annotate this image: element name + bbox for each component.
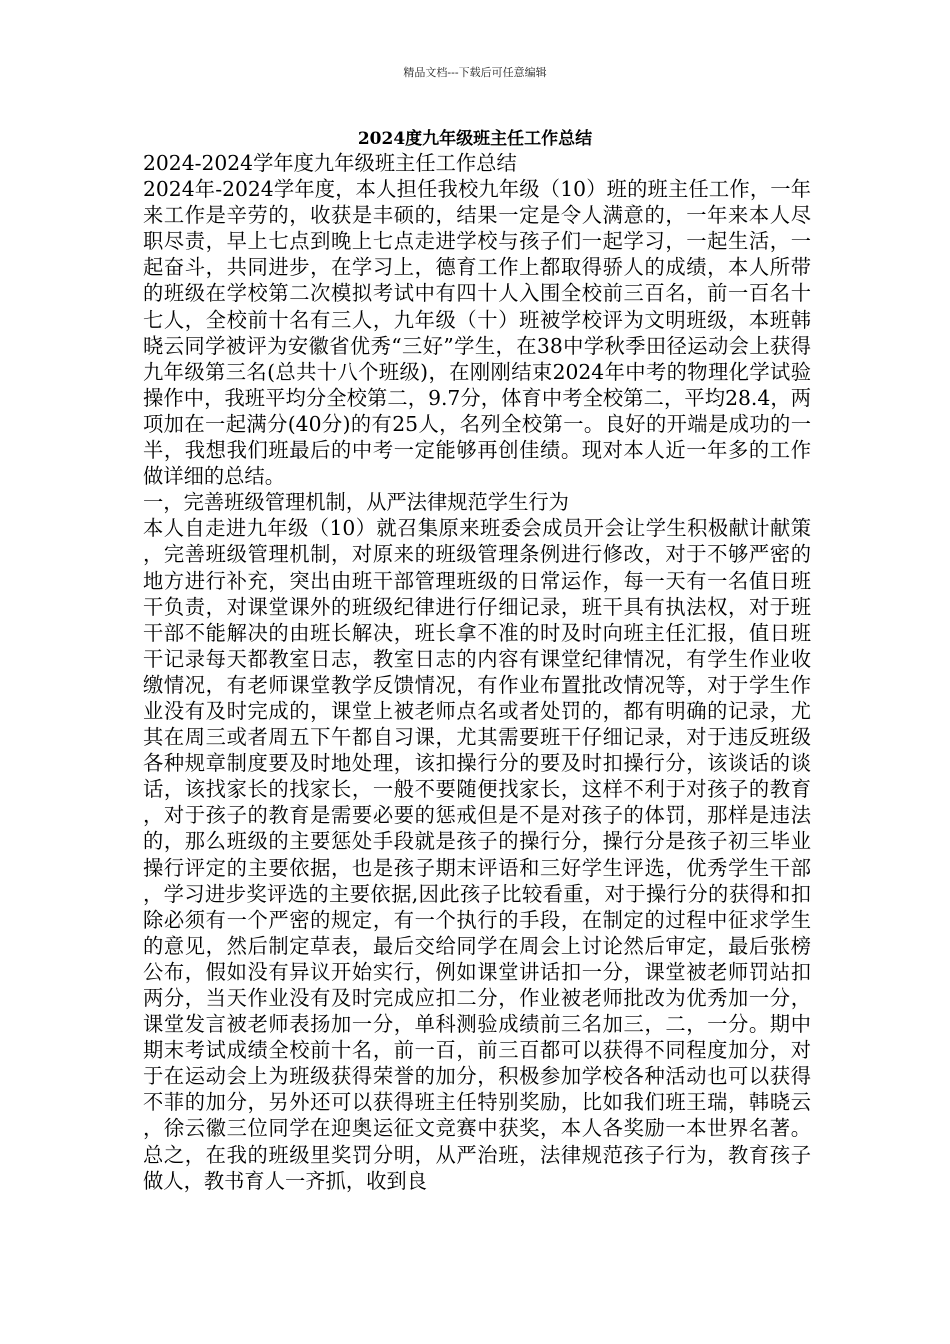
document-body xyxy=(143,150,811,1194)
document-subtitle: 2024-2024学年度九年级班主任工作总结 xyxy=(143,151,517,175)
paragraph-intro: 2024年-2024学年度，本人担任我校九年级（10）班的班主任工作，一年来工作是辛劳的，收获是丰硕的，结果一定是令人满意的，一年来本人尽职尽责，早上七点到晚上七点走进学校与孩子们一起学习，一起生活，一起奋斗，共同进步，在学习上，德育工作上都取得骄人的成绩，本人所带的班级在学校第二次模拟考试中有四十人入围全校前三百名，前一百名十七人，全校前十名有三人，九年级（十）班被学校评为文明班级，本班韩晓云同学被评为安徽省优秀“三好”学生，在38中学秋季田径运动会上获得九年级第三名(总共十八个班级)，在刚刚结束2024年中考的物理化学试验操作中，我班平均分全校第二，9.7分，体育中考全校第二，平均28.4，两项加在一起满分(40分)的有25人，名列全校第一。良好的开端是成功的一半，我想我们班最后的中考一定能够再创佳绩。现对本人近一年多的工作做详细的总结。 xyxy=(143,177,811,489)
page-title: 2024度九年级班主任工作总结 xyxy=(357,129,593,149)
section-heading-1: 一，完善班级管理机制，从严法律规范学生行为 xyxy=(143,490,569,515)
paragraph-section-1: 本人自走进九年级（10）就召集原来班委会成员开会让学生积极献计献策，完善班级管理机制，对原来的班级管理条例进行修改，对于不够严密的地方进行补充，突出由班干部管理班级的日常运作，每一天有一名值日班干负责，对课堂课外的班级纪律进行仔细记录，班干具有执法权，对于班干部不能解决的由班长解决，班长拿不准的时及时向班主任汇报，值日班干记录每天都教室日志，教室日志的内容有课堂纪律情况，有学生作业收缴情况，有老师课堂教学反馈情况，有作业布置批改情况等，对于学生作业没有及时完成的，课堂上被老师点名或者处罚的，都有明确的记录，尤其在周三或者周五下午都自习课，尤其需要班干仔细记录，对于违反班级各种规章制度要及时地处理，该扣操行分的要及时扣操行分，该谈话的谈话，该找家长的找家长，一般不要随便找家长，这样不利于对孩子的教育，对于孩子的教育是需要必要的惩戒但是不是对孩子的体罚，那样是违法的，那么班级的主要惩处手段就是孩子的操行分，操行分是孩子初三毕业操行评定的主要依据，也是孩子期末评语和三好学生评选，优秀学生干部，学习进步奖评选的主要依据,因此孩子比较看重，对于操行分的获得和扣除必须有一个严密的规定，有一个执行的手段，在制定的过程中征求学生的意见，然后制定草表，最后交给同学在周会上讨论然后审定，最后张榜公布，假如没有异议开始实行，例如课堂讲话扣一分，课堂被老师罚站扣两分，当天作业没有及时完成应扣二分，作业被老师批改为优秀加一分，课堂发言被老师表扬加一分，单科测验成绩前三名加三，二，一分。期中期末考试成绩全校前十名，前一百，前三百都可以获得不同程度加分，对于在运动会上为班级获得荣誉的加分，积极参加学校各种活动也可以获得不菲的加分，另外还可以获得班主任特别奖励，比如我们班王瑞，韩晓云，徐云徽三位同学在迎奥运征文竞赛中获奖，本人各奖励一本世界名著。总之，在我的班级里奖罚分明，从严治班，法律规范孩子行为，教育孩子做人，教书育人一齐抓，收到良 xyxy=(143,516,811,1193)
page-header-note: 精品文档---下载后可任意编辑 xyxy=(403,66,547,79)
